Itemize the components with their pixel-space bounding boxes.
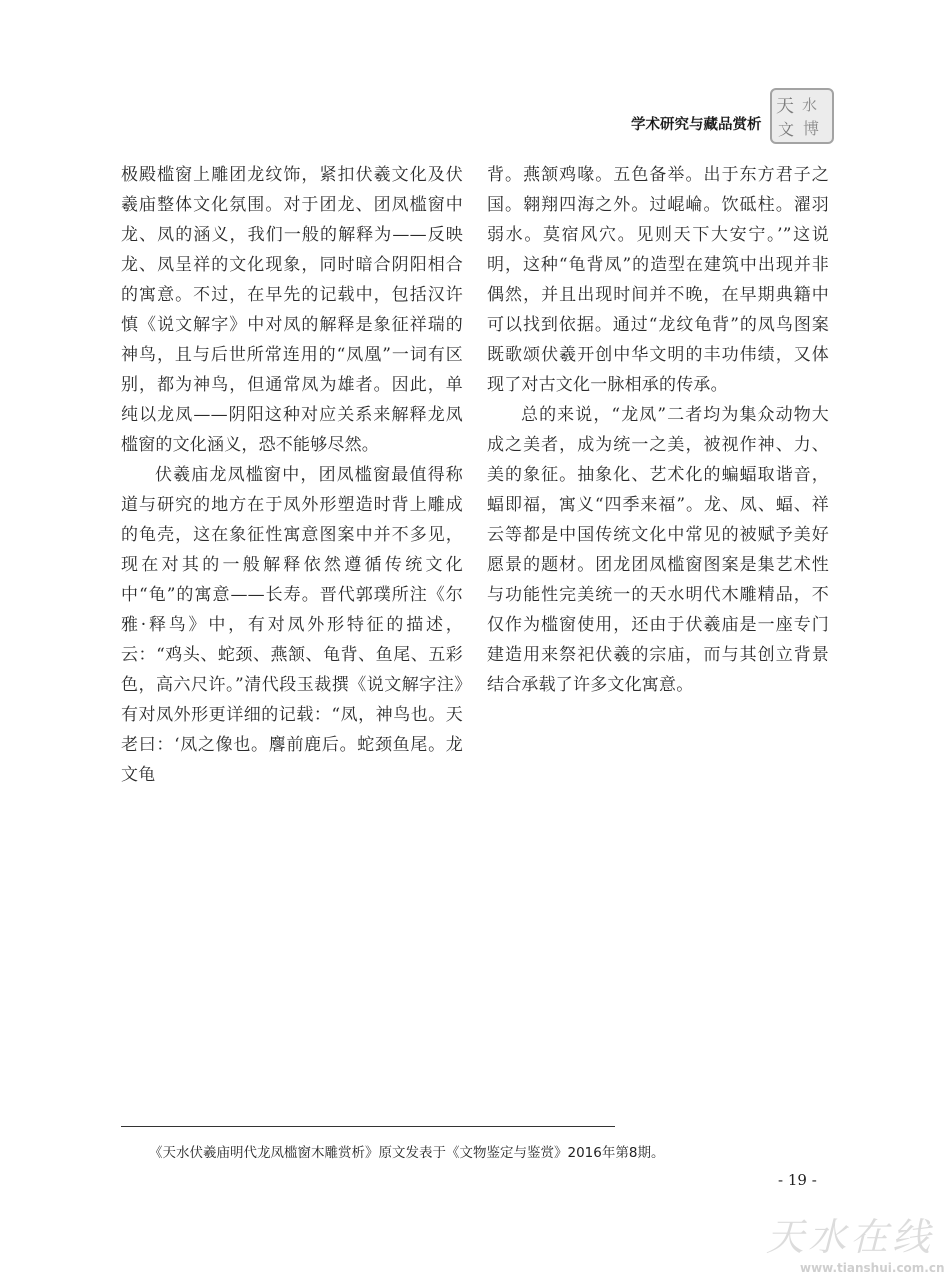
svg-text:文: 文 [778, 120, 795, 139]
body-paragraph: 总的来说，“龙凤”二者均为集众动物大成之美者，成为统一之美，被视作神、力、美的象征。抽象化、艺术化的蝙蝠取谐音，蝠即福，寓义“四季来福”。龙、凤、蝠、祥云等都是中国传统文化中常见的被赋予美好愿景的题材。团龙团凤槛窗图案是集艺术性与功能性完美统一的天水明代木雕精品，不仅作为槛窗使用，还由于伏羲庙是一座专门建造用来祭祀伏羲的宗庙，而与其创立背景结合承载了许多文化寓意。 [487, 405, 829, 695]
article-right-column [487, 160, 829, 700]
body-paragraph: 背。燕颔鸡喙。五色备举。出于东方君子之国。翱翔四海之外。过崐崘。饮砥柱。濯羽弱水。莫宿风穴。见则天下大安宁。’”这说明，这种“龟背凤”的造型在建筑中出现并非偶然，并且出现时间并不晚，在早期典籍中可以找到依据。通过“龙纹龟背”的凤鸟图案既歌颂伏羲开创中华文明的丰功伟绩，又体现了对古文化一脉相承的传承。 [487, 165, 829, 395]
body-paragraph: 伏羲庙龙凤槛窗中，团凤槛窗最值得称道与研究的地方在于凤外形塑造时背上雕成的龟壳，这在象征性寓意图案中并不多见，现在对其的一般解释依然遵循传统文化中“龟”的寓意——长寿。晋代郭璞所注《尔雅·释鸟》中，有对凤外形特征的描述，云：“鸡头、蛇颈、燕颔、龟背、鱼尾、五彩色，高六尺许。”清代段玉裁撰《说文解字注》有对凤外形更详细的记载：“凤，神鸟也。天老曰：‘凤之像也。麐前鹿后。蛇颈鱼尾。龙文龟 [121, 465, 463, 785]
svg-text:水: 水 [802, 96, 818, 114]
body-paragraph: 极殿槛窗上雕团龙纹饰，紧扣伏羲文化及伏羲庙整体文化氛围。对于团龙、团凤槛窗中龙、凤的涵义，我们一般的解释为——反映龙、凤呈祥的文化现象，同时暗合阴阳相合的寓意。不过，在早先的记载中，包括汉许慎《说文解字》中对凤的解释是象征祥瑞的神鸟，且与后世所常连用的“凤凰”一词有区别，都为神鸟，但通常凤为雄者。因此，单纯以龙凤——阴阳这种对应关系来解释龙凤槛窗的文化涵义，恐不能够尽然。 [121, 165, 463, 455]
svg-text:www.tianshui.com.cn: www.tianshui.com.cn [800, 1261, 945, 1275]
svg-text:博: 博 [803, 119, 820, 138]
site-watermark [760, 1210, 945, 1276]
svg-text:天: 天 [776, 96, 794, 117]
svg-text:天水在线: 天水在线 [766, 1215, 935, 1259]
footnote-divider [121, 1126, 615, 1127]
page-number: - 19 - [778, 1171, 817, 1189]
article-left-column [121, 160, 463, 790]
section-title: 学术研究与藏品赏析 [631, 117, 762, 133]
footnote: 《天水伏羲庙明代龙凤槛窗木雕赏析》原文发表于《文物鉴定与鉴赏》2016年第8期。 [149, 1145, 665, 1161]
journal-logo [770, 88, 834, 144]
